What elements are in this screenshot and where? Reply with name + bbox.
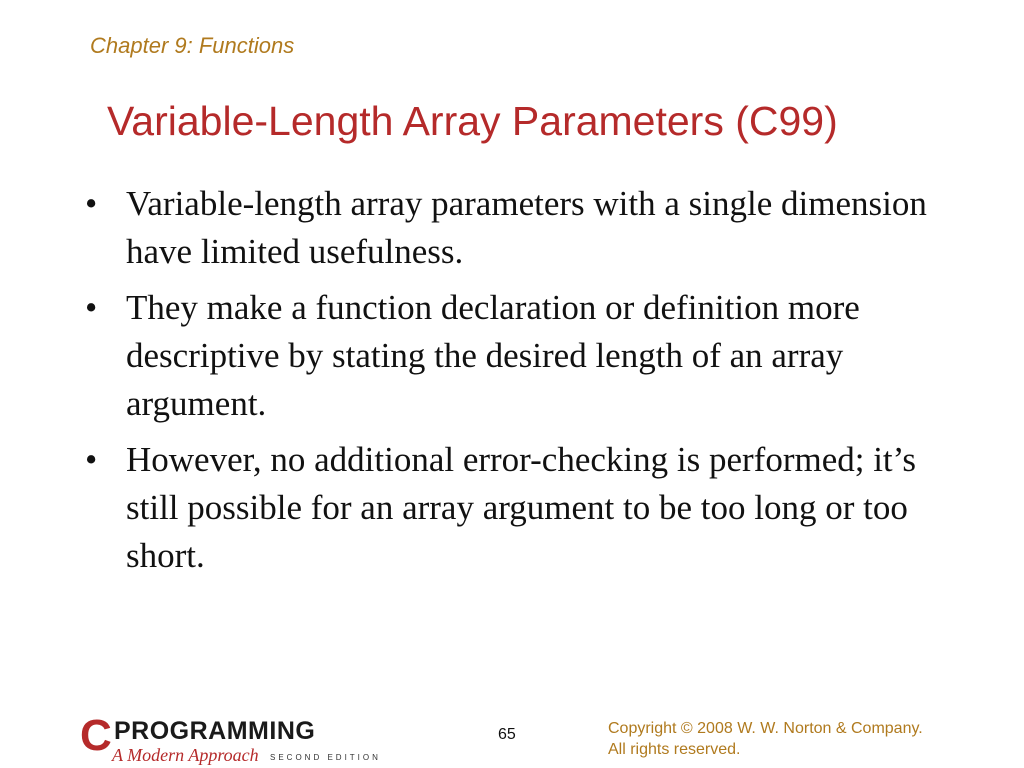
bullet-text: However, no additional error-checking is performed; it’s still possible for an array argument to be too long or too short.	[126, 440, 916, 575]
logo-subtitle: A Modern Approach	[112, 745, 259, 765]
bullet-list	[80, 180, 940, 588]
bullet-text: Variable-length array parameters with a single dimension have limited usefulness.	[126, 184, 927, 271]
logo-word: PROGRAMMING	[114, 717, 316, 745]
chapter-label: Chapter 9: Functions	[90, 33, 295, 58]
bullet-item	[80, 436, 940, 580]
logo-letter: C	[80, 711, 112, 760]
bullet-item	[80, 284, 940, 428]
copyright-notice	[608, 718, 923, 760]
slide-title: Variable-Length Array Parameters (C99)	[107, 98, 838, 144]
bullet-text: They make a function declaration or definition more descriptive by stating the desired length of an array argument.	[126, 288, 860, 423]
logo-edition: SECOND EDITION	[270, 753, 381, 762]
bullet-item	[80, 180, 940, 276]
page-number: 65	[498, 726, 516, 743]
copyright-line: Copyright © 2008 W. W. Norton & Company.	[608, 720, 923, 737]
bullet-icon: •	[85, 184, 98, 223]
bullet-icon: •	[85, 440, 98, 479]
bullet-icon: •	[85, 288, 98, 327]
book-logo	[80, 712, 380, 768]
rights-line: All rights reserved.	[608, 741, 741, 758]
